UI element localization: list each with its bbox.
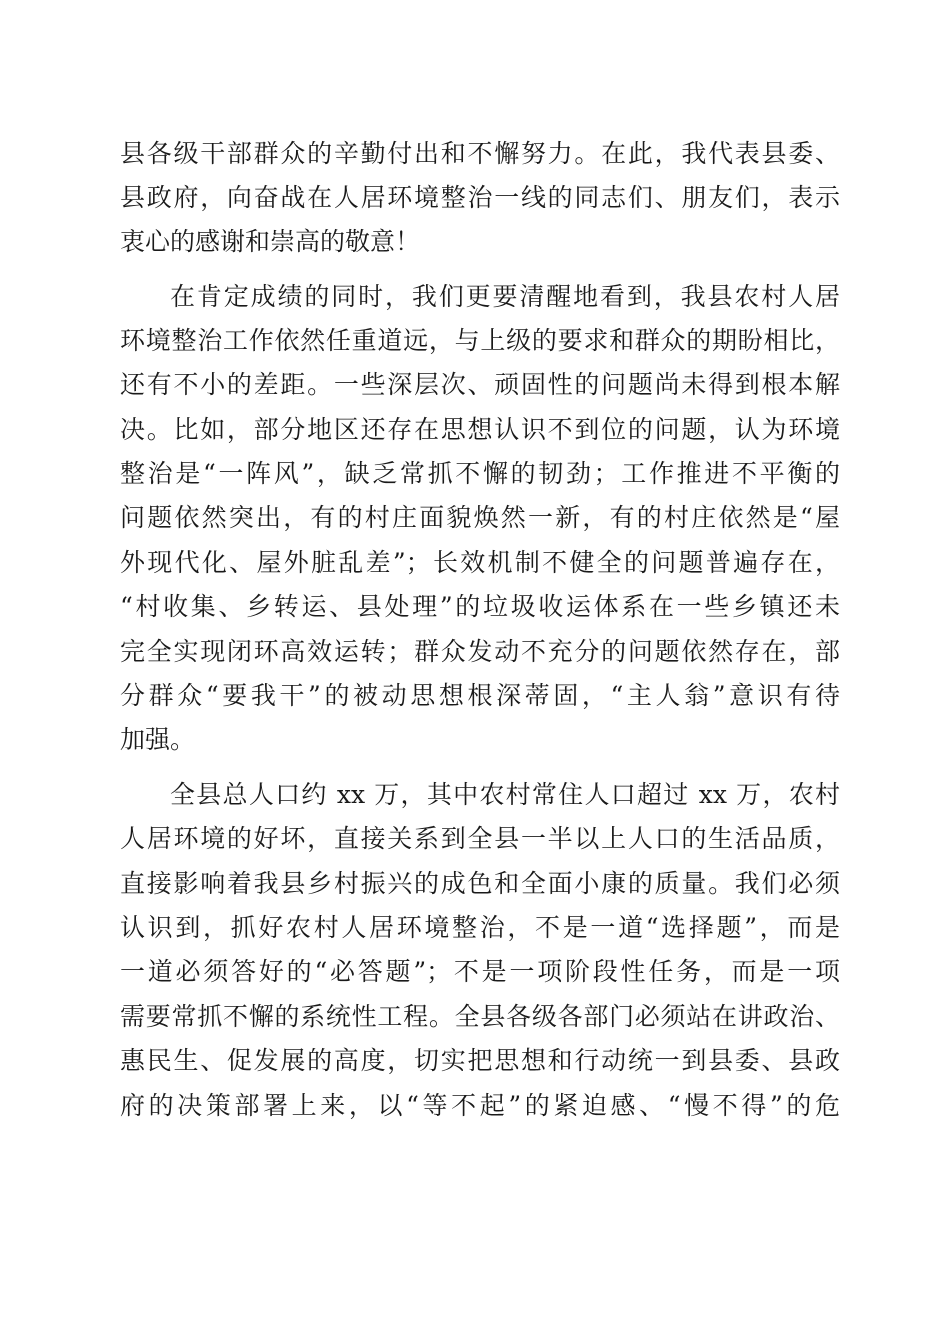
text-line: 一道必须答好的“必答题”；不是一项阶段性任务，而是一项 xyxy=(120,957,840,986)
paragraph-first-line: 在肯定成绩的同时，我们更要清醒地看到，我县农村人居 xyxy=(170,282,840,311)
text-line: 府的决策部署上来，以“等不起”的紧迫感、“慢不得”的危 xyxy=(120,1091,840,1120)
text-line: 加强。 xyxy=(120,725,196,754)
text-line: 决。比如，部分地区还存在思想认识不到位的问题，认为环境 xyxy=(120,415,840,444)
text-line: 县政府，向奋战在人居环境整治一线的同志们、朋友们，表示 xyxy=(120,183,840,212)
text-line: 县各级干部群众的辛勤付出和不懈努力。在此，我代表县委、 xyxy=(120,139,840,168)
text-line: 外现代化、屋外脏乱差”；长效机制不健全的问题普遍存在， xyxy=(120,548,840,577)
text-line: 整治是“一阵风”，缺乏常抓不懈的韧劲；工作推进不平衡的 xyxy=(120,459,840,488)
text-line: 衷心的感谢和崇高的敬意！ xyxy=(120,227,421,256)
text-line: 问题依然突出，有的村庄面貌焕然一新，有的村庄依然是“屋 xyxy=(120,503,840,532)
text-line: 需要常抓不懈的系统性工程。全县各级各部门必须站在讲政治、 xyxy=(120,1002,840,1031)
text-line: 完全实现闭环高效运转；群众发动不充分的问题依然存在，部 xyxy=(120,637,840,666)
text-line: 认识到，抓好农村人居环境整治，不是一道“选择题”，而是 xyxy=(120,913,840,942)
paragraph-first-line: 全县总人口约 xx 万，其中农村常住人口超过 xx 万，农村 xyxy=(170,780,840,809)
text-line: 分群众“要我干”的被动思想根深蒂固，“主人翁”意识有待 xyxy=(120,681,840,710)
text-line: 直接影响着我县乡村振兴的成色和全面小康的质量。我们必须 xyxy=(120,869,840,898)
text-line: 还有不小的差距。一些深层次、顽固性的问题尚未得到根本解 xyxy=(120,370,840,399)
text-line: 人居环境的好坏，直接关系到全县一半以上人口的生活品质， xyxy=(120,824,840,853)
text-line: 环境整治工作依然任重道远，与上级的要求和群众的期盼相比， xyxy=(120,326,840,355)
text-line: 惠民生、促发展的高度，切实把思想和行动统一到县委、县政 xyxy=(120,1046,840,1075)
text-line: “村收集、乡转运、县处理”的垃圾收运体系在一些乡镇还未 xyxy=(120,592,840,621)
